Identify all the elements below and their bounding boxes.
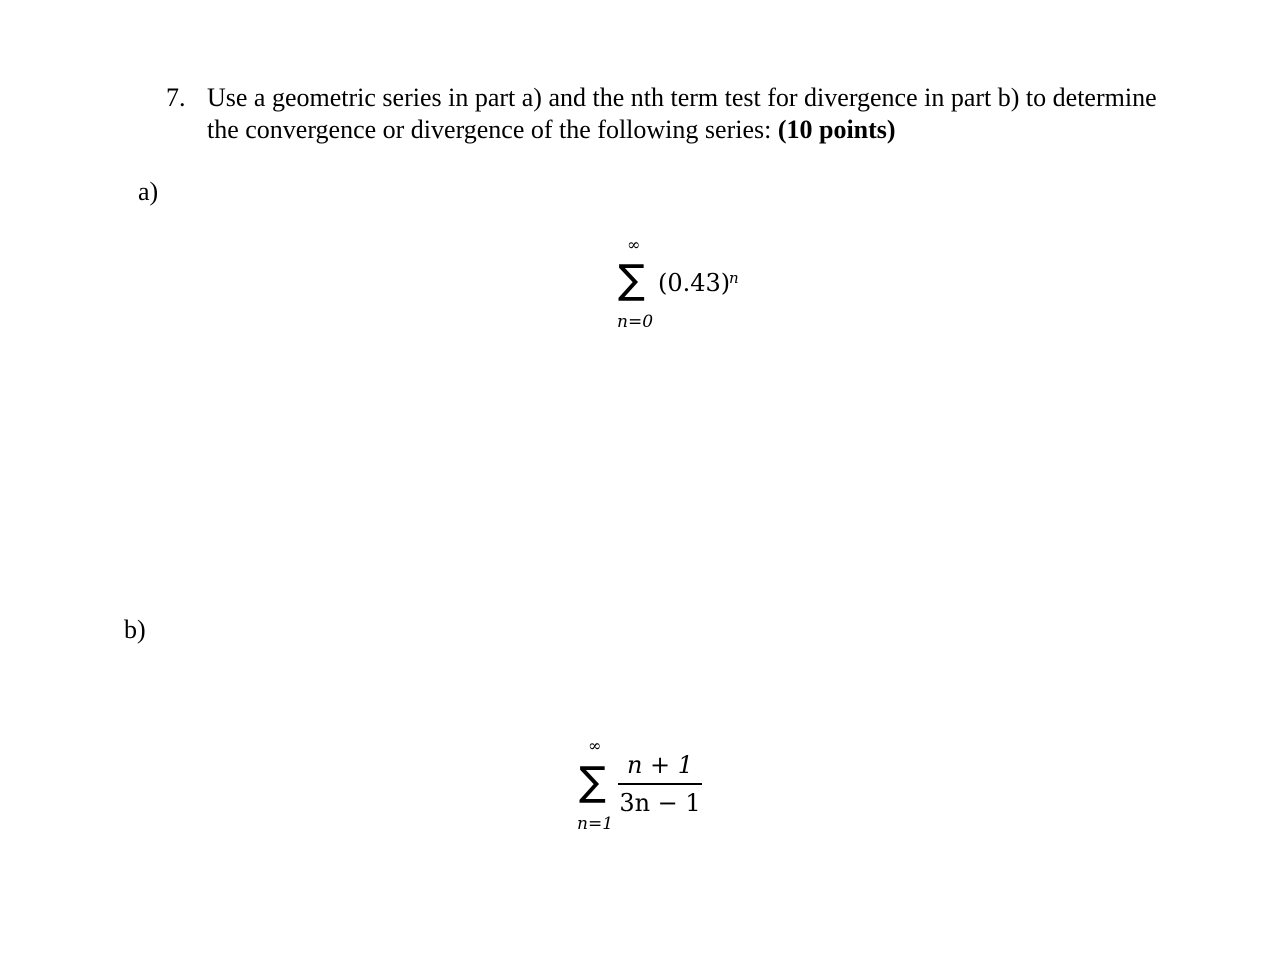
series-b-fraction [618,750,702,818]
series-b-numerator: n + 1 [626,751,694,779]
series-a-lower-limit: n=0 [617,312,654,332]
series-a-sigma-symbol: ∑ [618,257,645,303]
series-a-upper-limit: ∞ [627,235,641,254]
series-a-exponent: n [729,269,739,287]
series-b-upper-limit: ∞ [588,736,602,755]
series-b-denominator: 3n − 1 [619,788,701,817]
question-text [207,82,1157,146]
part-b-label: b) [124,615,146,644]
part-a-label: a) [138,177,159,206]
series-a-base: (0.43) [658,269,731,297]
question-number: 7. [166,83,186,112]
question-points: (10 points) [777,115,896,144]
question-body: Use a geometric series in part a) and the nth term test for divergence in part b) to determine the convergence or divergence of the following series: [207,83,1157,144]
series-b-lower-limit: n=1 [577,814,614,834]
series-b-sigma-symbol: ∑ [579,759,606,805]
